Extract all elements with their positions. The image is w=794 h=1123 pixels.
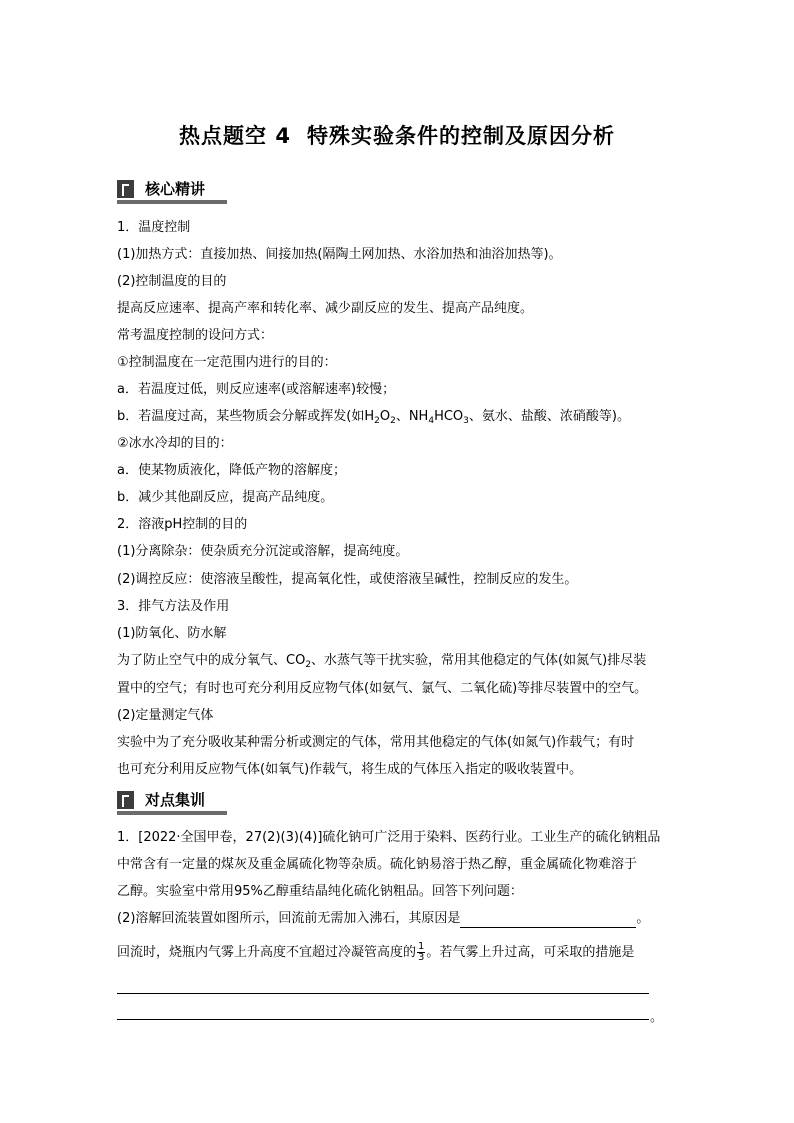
text-line: 1．温度控制: [117, 220, 191, 235]
text-line: a．若温度过低，则反应速率(或溶解速率)较慢；: [117, 382, 396, 397]
text-line: 实验中为了充分吸收某种需分析或测定的气体，常用其他稳定的气体(如氮气)作载气；有时: [117, 735, 635, 750]
title-topic: 特殊实验条件的控制及原因分析: [306, 124, 615, 148]
fraction-numerator: 1: [418, 941, 425, 952]
text-span: (2)溶解回流装置如图所示，回流前无需加入沸石，其原因是: [117, 911, 461, 926]
text-line: (1)防氧化、防水解: [117, 626, 227, 641]
section-title: 对点集训: [145, 791, 206, 809]
answer-blank[interactable]: [460, 913, 636, 928]
text-line: 3．排气方法及作用: [117, 599, 230, 614]
text-span: 、NH: [395, 409, 429, 424]
fraction-denominator: 3: [418, 952, 425, 963]
subscript: 2: [390, 416, 396, 426]
section-header-core: [117, 178, 227, 204]
text-span: HCO: [434, 409, 464, 424]
title-label: 热点题空 4: [179, 124, 291, 148]
text-line: ②冰水冷却的目的：: [117, 436, 233, 451]
question-line: 1．[2022·全国甲卷，27(2)(3)(4)]硫化钠可广泛用于染料、医药行业。工业生产的硫化钠粗品: [117, 830, 661, 845]
text-line: (2)定量测定气体: [117, 708, 214, 723]
section-icon: [117, 180, 134, 198]
text-line: 常考温度控制的设问方式：: [117, 328, 274, 343]
text-span: 回流时，烧瓶内气雾上升高度不宜超过冷凝管高度的: [117, 945, 417, 960]
text-line: b．减少其他副反应，提高产品纯度。: [117, 490, 334, 505]
text-line: [117, 652, 646, 670]
subscript: 4: [428, 416, 435, 426]
text-line: 2．溶液pH控制的目的: [117, 517, 248, 532]
text-line: 提高反应速率、提高产率和转化率、减少副反应的发生、提高产品纯度。: [117, 301, 534, 316]
text-line: (1)分离除杂：使杂质充分沉淀或溶解，提高纯度。: [117, 544, 409, 559]
question-line: 中常含有一定量的煤灰及重金属硫化物等杂质。硫化钠易溶于热乙醇，重金属硫化物难溶于: [117, 857, 638, 872]
section-icon: [117, 791, 134, 809]
answer-line[interactable]: [117, 993, 649, 994]
question-line: [117, 910, 649, 928]
answer-line[interactable]: [117, 1019, 649, 1020]
text-span: O: [379, 409, 391, 424]
subscript: 3: [463, 416, 469, 426]
question-line: 乙醇。实验室中常用95%乙醇重结晶纯化硫化钠粗品。回答下列问题：: [117, 884, 523, 899]
text-span: 为了防止空气中的成分氧气、CO: [117, 653, 306, 668]
subscript: 2: [305, 660, 312, 670]
section-header-practice: [117, 789, 227, 815]
page-title: [0, 120, 794, 150]
text-line: (2)调控反应：使溶液呈酸性，提高氧化性，或使溶液呈碱性，控制反应的发生。: [117, 572, 578, 587]
end-punctuation: 。: [650, 1010, 664, 1025]
text-line: a．使某物质液化，降低产物的溶解度；: [117, 463, 346, 478]
text-line: 置中的空气；有时也可充分利用反应物气体(如氨气、氯气、二氧化硫)等排尽装置中的空气。: [117, 681, 648, 696]
section-title: 核心精讲: [145, 180, 206, 198]
text-span: 。若气雾上升过高，可采取的措施是: [426, 945, 635, 960]
text-line: [117, 408, 630, 426]
text-line: 也可充分利用反应物气体(如氧气)作载气，将生成的气体压入指定的吸收装置中。: [117, 762, 583, 777]
text-span: 、氨水、盐酸、浓硝酸等)。: [468, 409, 630, 424]
text-span: 、水蒸气等干扰实验，常用其他稳定的气体(如氮气)排尽装: [311, 653, 647, 668]
text-span: b．若温度过高，某些物质会分解或挥发(如H: [117, 409, 375, 424]
section-underline: [117, 200, 227, 204]
question-line: [117, 942, 634, 963]
section-underline: [117, 811, 227, 815]
text-span: 。: [636, 911, 650, 926]
text-line: ①控制温度在一定范围内进行的目的：: [117, 355, 337, 370]
text-line: (1)加热方式：直接加热、间接加热(隔陶土网加热、水浴加热和油浴加热等)。: [117, 247, 562, 262]
text-line: (2)控制温度的目的: [117, 274, 227, 289]
subscript: 2: [374, 416, 380, 426]
fraction: [417, 942, 425, 963]
